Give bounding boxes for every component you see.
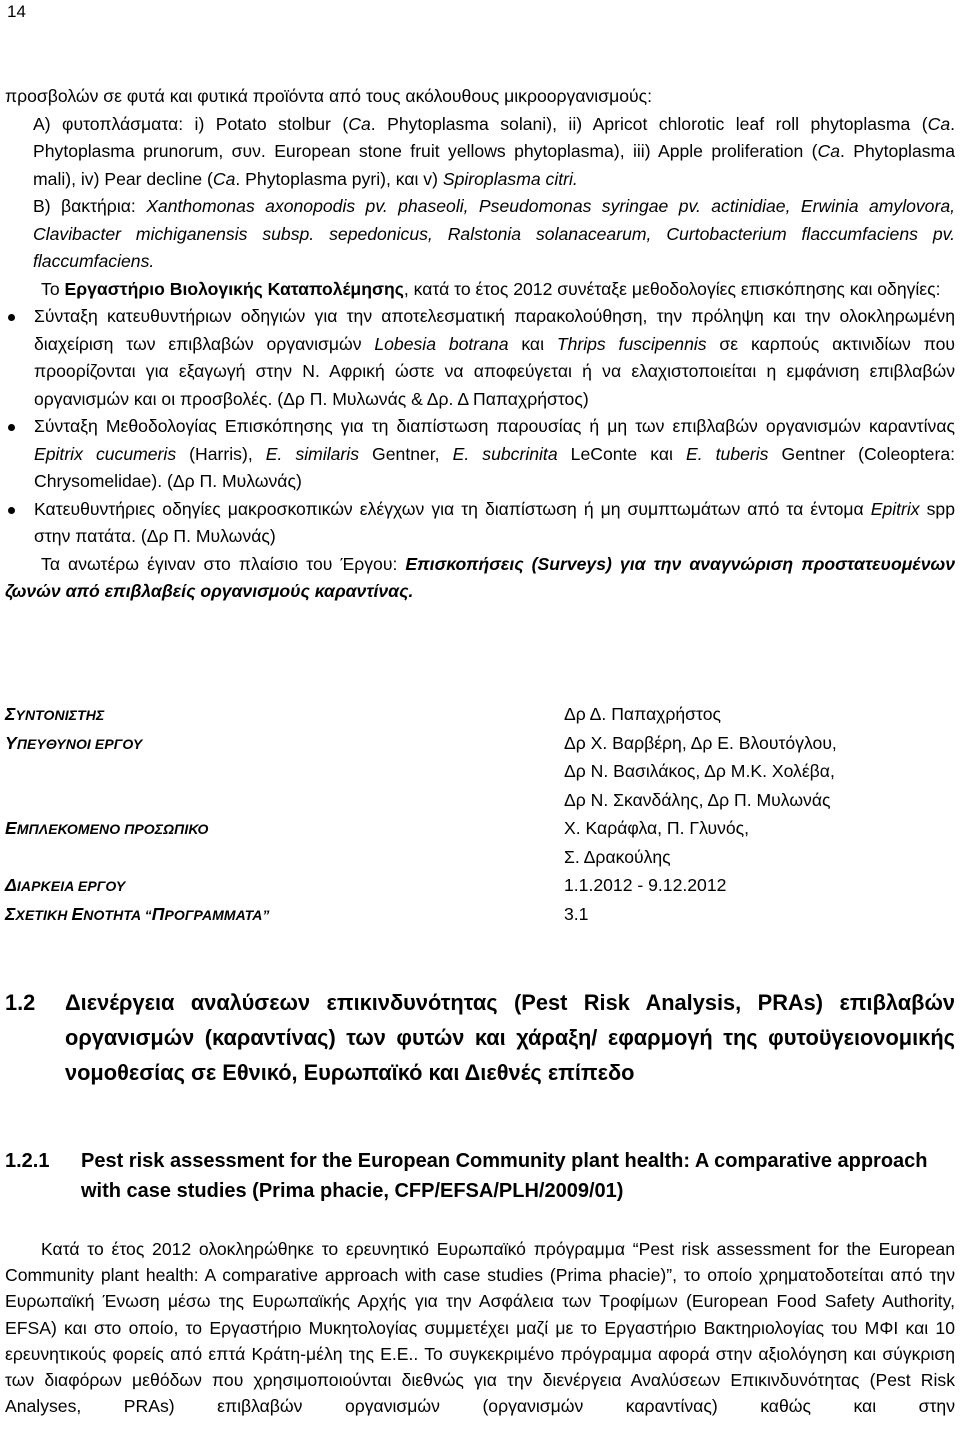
main-text (5, 83, 955, 606)
section-title: Pest risk assessment for the European Community plant health: A comparative approach with case studies (Prima phacie, CFP/EFSA/PLH/2009/01) (81, 1150, 928, 1202)
staff-label: ΕΜΠΛΕΚΟΜΕΝΟ ΠΡΟΣΩΠΙΚΟ (5, 818, 209, 838)
deliverables-list (5, 303, 955, 551)
responsible-row-cont (5, 757, 955, 786)
responsible-row (5, 729, 955, 758)
section-title: Διενέργεια αναλύσεων επικινδυνότητας (Pest Risk Analysis, PRAs) επιβλαβών οργανισμών (καραντίνας) των φυτών και χάραξη/ εφαρμογή της φυτοϋγειονομικής νομοθεσίας σε Εθνικό, Ευρωπαϊκό και Διεθνές επίπεδο (65, 990, 955, 1085)
staff-value: Χ. Καράφλα, Π. Γλυνός, (564, 818, 750, 838)
section-number: 1.2 (5, 990, 36, 1015)
final-paragraph: Κατά το έτος 2012 ολοκληρώθηκε το ερευνητικό Ευρωπαϊκό πρόγραμμα “Pest risk assessment for the European Community plant health: A comparative approach with case studies (Prima phacie)”, το οποίο χρηματοδοτείται από την Ευρωπαϊκή Ένωση μέσω της Ευρωπαϊκής Αρχής για την Ασφάλεια των Τροφίμων (European Food Safety Authority, EFSA) και στο οποίο, το Εργαστήριο Μυκητολογίας συμμετέχει μαζί με το Εργαστήριο Βακτηριολογίας του ΜΦΙ και 10 ερευνητικούς φορείς από επτά Κράτη-μέλη της Ε.Ε.. Το συγκεκριμένο πρόγραμμα αφορά στην αξιολόγηση και σύγκριση των διαφόρων μεθόδων που χρησιμοποιούνται διεθνώς για την διενέργεια Αναλύσεων Επικινδυνότητας (Pest Risk Analyses, PRAs) επιβλαβών οργανισμών (οργανισμών καραντίνας) καθώς και στην (5, 1239, 955, 1417)
duration-value: 1.1.2012 - 9.12.2012 (564, 875, 727, 895)
intro-line: προσβολών σε φυτά και φυτικά προϊόντα από τους ακόλουθους μικροοργανισμούς: (5, 86, 652, 106)
responsible-value: Δρ Ν. Σκανδάλης, Δρ Π. Μυλωνάς (564, 789, 831, 810)
bacteria-list: Β) βακτήρια: Xanthomonas axonopodis pv. phaseoli, Pseudomonas syringae pv. actinidiae, Erwinia amylovora, Clavibacter michiganensis subsp. sepedonicus, Ralstonia solanacearum, Curtobacterium flaccumfaciens pv. flaccumfaciens. (33, 196, 955, 271)
bullet-icon (8, 314, 15, 321)
project-paragraph: Τα ανωτέρω έγιναν στο πλαίσιο του Έργου: Επισκοπήσεις (Surveys) για την αναγνώριση προστατευομένων ζωνών από επιβλαβείς οργανισμούς καραντίνας. (5, 553, 955, 601)
unit-label: ΣΧΕΤΙΚΗ ΕΝΟΤΗΤΑ “ΠΡΟΓΡΑΜΜΑΤΑ” (5, 903, 270, 924)
duration-label: ΔΙΑΡΚΕΙΑ ΕΡΓΟΥ (5, 875, 126, 895)
bullet-icon (8, 507, 15, 514)
staff-row-cont (5, 843, 955, 872)
lab-paragraph: Το Εργαστήριο Βιολογικής Καταπολέμησης, κατά το έτος 2012 συνέταξε μεθοδολογίες επισκόπησης και οδηγίες: (41, 278, 941, 299)
unit-value: 3.1 (564, 903, 589, 924)
phytoplasma-list: Α) φυτοπλάσματα: i) Potato stolbur (Ca. Phytoplasma solani), ii) Apricot chlorotic leaf roll phytoplasma (Ca. Phytoplasma prunorum, συν. European stone fruit yellows phytoplasma), iii) Apple proliferation (Ca. Phytoplasma mali), iv) Pear decline (Ca. Phytoplasma pyri), και v) Spiroplasma citri. (33, 113, 955, 189)
list-item: Σύνταξη κατευθυντήριων οδηγιών για την αποτελεσματική παρακολούθηση, την πρόληψη και την ολοκληρωμένη διαχείριση των επιβλαβών οργανισμών Lobesia botrana και Thrips fuscipennis σε καρπούς ακτινιδίων που προορίζονται για εξαγωγή στην Ν. Αφρική ώστε να αποφεύγεται ή να ελαχιστοποιείται η εμφάνιση επιβλαβών οργανισμών και οι προσβολές. (Δρ Π. Μυλωνάς & Δρ. Δ Παπαχρήστος) (5, 303, 955, 413)
staff-value: Σ. Δρακούλης (564, 846, 671, 867)
section-heading-1-2 (5, 985, 955, 1090)
coordinator-row (5, 700, 955, 729)
final-text (5, 1236, 955, 1419)
project-info-table (5, 700, 955, 928)
responsible-label: ΥΠΕΥΘΥΝΟΙ ΕΡΓΟΥ (5, 732, 143, 753)
list-item: Κατευθυντήριες οδηγίες μακροσκοπικών ελέγχων για τη διαπίστωση ή μη συμπτωμάτων από τα έντομα Epitrix spp στην πατάτα. (Δρ Π. Μυλωνάς) (5, 496, 955, 551)
responsible-value: Δρ Ν. Βασιλάκος, Δρ Μ.Κ. Χολέβα, (564, 761, 835, 781)
list-item: Σύνταξη Μεθοδολογίας Επισκόπησης για τη διαπίστωση παρουσίας ή μη των επιβλαβών οργανισμών καραντίνας Epitrix cucumeris (Harris), E. similaris Gentner, E. subcrinita LeConte και E. tuberis Gentner (Coleoptera: Chrysomelidae). (Δρ Π. Μυλωνάς) (5, 413, 955, 496)
coordinator-label: ΣΥΝΤΟΝΙΣΤΗΣ (5, 704, 105, 724)
bullet-icon (8, 424, 15, 431)
coordinator-value: Δρ Δ. Παπαχρήστος (564, 704, 721, 724)
responsible-value: Δρ Χ. Βαρβέρη, Δρ Ε. Βλουτόγλου, (564, 732, 837, 753)
unit-row (5, 900, 955, 929)
page-number: 14 (7, 2, 26, 21)
duration-row (5, 871, 955, 900)
responsible-row-cont (5, 786, 955, 815)
staff-row (5, 814, 955, 843)
section-heading-1-2-1 (5, 1146, 955, 1206)
section-number: 1.2.1 (5, 1150, 50, 1172)
